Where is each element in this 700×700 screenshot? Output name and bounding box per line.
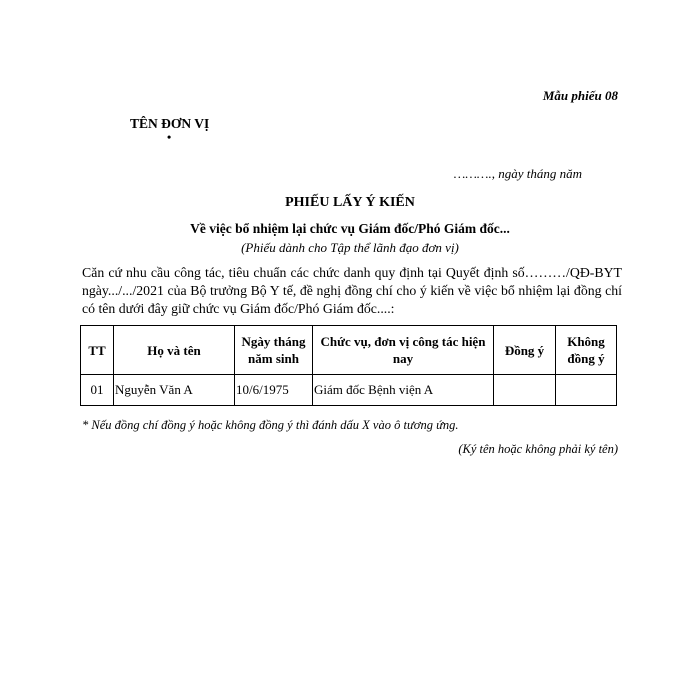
body-paragraph: Căn cứ nhu cầu công tác, tiêu chuẩn các chức danh quy định tại Quyết định số………/QĐ-BYT ngày.../.../2021 của Bộ trưởng Bộ Y tế, đề nghị đồng chí cho ý kiến về việc bổ nhiệm lại đồng chí có tên dưới đây giữ chức vụ Giám đốc/Phó Giám đốc....:: [82, 265, 622, 316]
form-title: PHIẾU LẤY Ý KIẾN: [285, 195, 415, 210]
header-tt: TT: [81, 326, 114, 375]
header-dob: Ngày tháng năm sinh: [235, 326, 313, 375]
signature-note: (Ký tên hoặc không phải ký tên): [458, 442, 618, 456]
date-line: ………., ngày tháng năm: [453, 166, 582, 181]
audience-note: (Phiếu dành cho Tập thể lãnh đạo đơn vị): [241, 240, 459, 255]
header-position: Chức vụ, đơn vị công tác hiện nay: [313, 326, 494, 375]
unit-name: TÊN ĐƠN VỊ: [130, 116, 210, 131]
cell-agree-checkbox[interactable]: [494, 375, 556, 406]
form-number: Mẫu phiếu 08: [542, 88, 618, 103]
cell-dob: 10/6/1975: [235, 375, 313, 406]
cell-tt: 01: [81, 375, 114, 406]
table-header-row: [81, 326, 617, 375]
header-name: Họ và tên: [114, 326, 235, 375]
table-row: [81, 375, 617, 406]
cell-disagree-checkbox[interactable]: [556, 375, 617, 406]
form-subject: Về việc bổ nhiệm lại chức vụ Giám đốc/Phó Giám đốc...: [190, 221, 510, 236]
cell-name: Nguyễn Văn A: [114, 375, 235, 406]
cell-position: Giám đốc Bệnh viện A: [313, 375, 494, 406]
footnote: * Nếu đồng chí đồng ý hoặc không đồng ý thì đánh dấu X vào ô tương ứng.: [82, 418, 459, 432]
header-agree: Đồng ý: [494, 326, 556, 375]
survey-table: [80, 325, 617, 406]
unit-bullet: •: [167, 130, 172, 144]
header-disagree: Không đồng ý: [556, 326, 617, 375]
